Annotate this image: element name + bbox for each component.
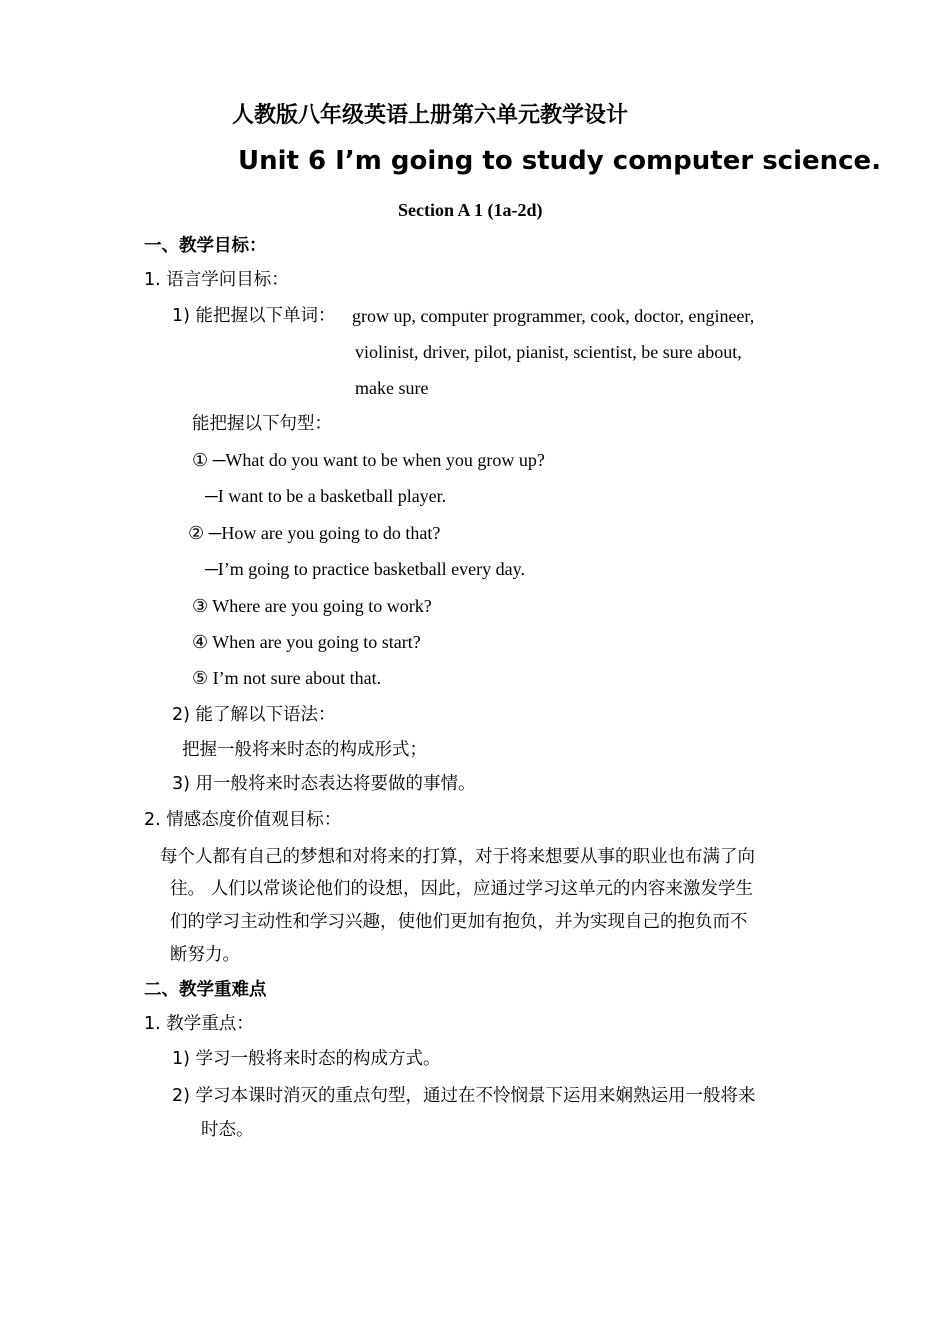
section-label: Section A 1 (1a-2d) (398, 200, 543, 220)
key-point-2-cont: 时态。 (201, 1120, 254, 1140)
vocab-line-3: make sure (355, 378, 429, 398)
goal1-label: 1. 语言学问目标： (144, 270, 289, 290)
grammar-text: 把握一般将来时态的构成形式； (182, 740, 427, 760)
heading-key-points: 二、教学重难点 (144, 980, 267, 1000)
pattern-4: ④ When are you going to start? (192, 632, 421, 652)
title-chinese: 人教版八年级英语上册第六单元教学设计 (232, 103, 629, 128)
key-point-1: 1) 学习一般将来时态的构成方式。 (172, 1049, 441, 1069)
goal2-line-2: 往。 人们以常谈论他们的设想，因此，应通过学习这单元的内容来激发学生 (170, 879, 754, 899)
vocab-line-2: violinist, driver, pilot, pianist, scientist, be sure about, (355, 342, 742, 362)
key-point-2: 2) 学习本课时消灭的重点句型，通过在不怜悯景下运用来娴熟运用一般将来 (172, 1086, 756, 1106)
heading-teaching-goals: 一、教学目标： (144, 236, 267, 256)
vocab-line-1: grow up, computer programmer, cook, doctor, engineer, (352, 306, 755, 326)
goal2-label: 2. 情感态度价值观目标： (144, 810, 342, 830)
pattern-1-a: ─I want to be a basketball player. (205, 486, 447, 506)
vocab-label: 1) 能把握以下单词： (172, 306, 336, 326)
pattern-1-q: ① ─What do you want to be when you grow up? (192, 450, 545, 470)
key-points-label: 1. 教学重点： (144, 1014, 254, 1034)
grammar-label: 2) 能了解以下语法： (172, 705, 336, 725)
goal2-line-1: 每个人都有自己的梦想和对将来的打算，对于将来想要从事的职业也布满了向 (160, 847, 755, 867)
pattern-2-q: ② ─How are you going to do that? (188, 523, 441, 543)
pattern-5: ⑤ I’m not sure about that. (192, 668, 382, 688)
future-tense-item: 3) 用一般将来时态表达将要做的事情。 (172, 774, 476, 794)
patterns-label: 能把握以下句型： (192, 414, 332, 434)
goal2-line-4: 断努力。 (170, 945, 240, 965)
pattern-3: ③ Where are you going to work? (192, 596, 432, 616)
goal2-line-3: 们的学习主动性和学习兴趣，使他们更加有抱负，并为实现自己的抱负而不 (170, 912, 748, 932)
pattern-2-a: ─I’m going to practice basketball every day. (205, 559, 525, 579)
title-english: Unit 6 I’m going to study computer science. (238, 146, 882, 176)
